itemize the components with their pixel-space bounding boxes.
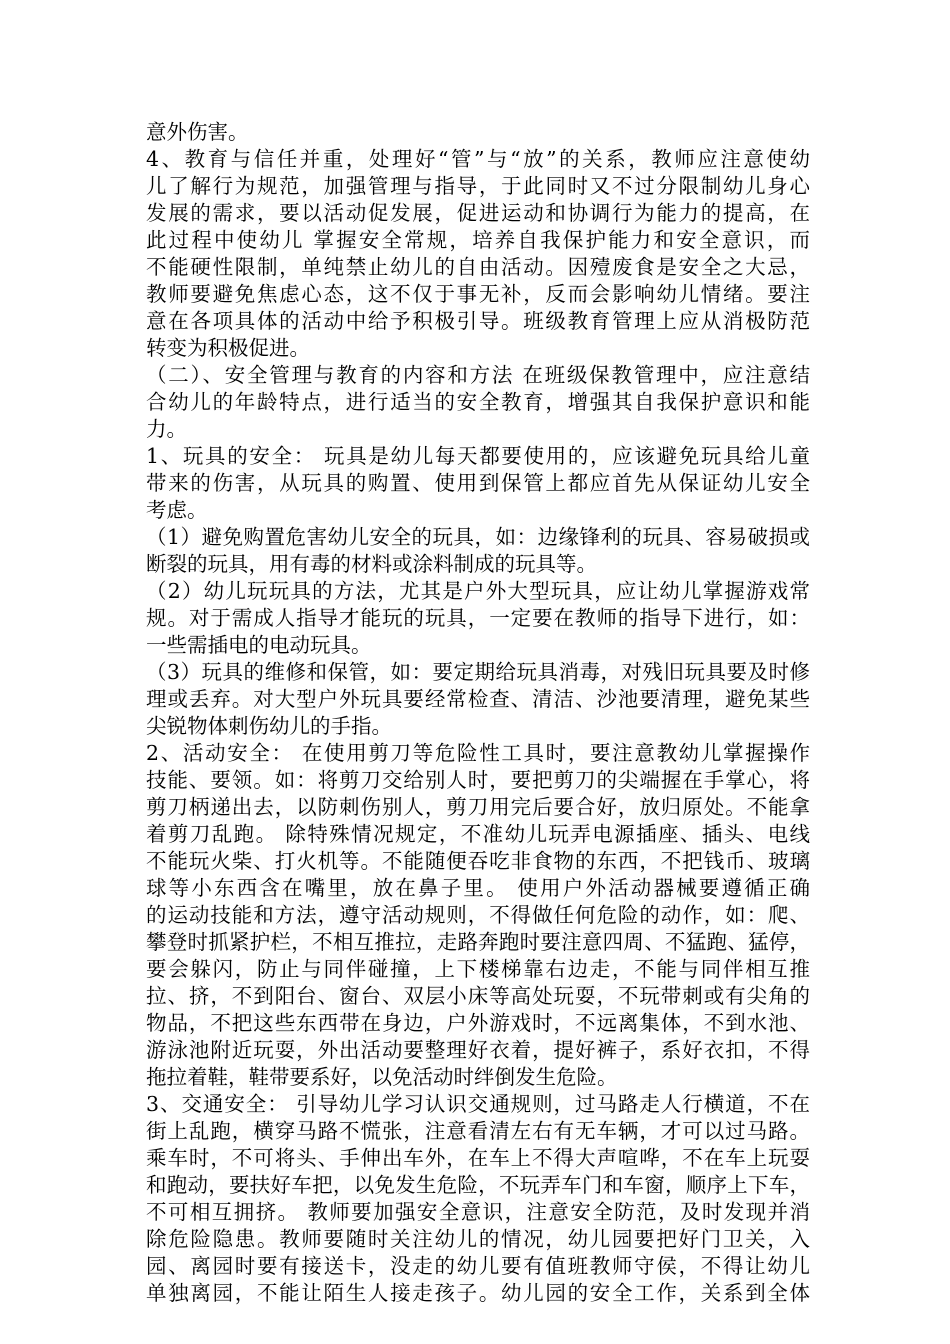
text-line: 技能、要领。如：将剪刀交给别人时，要把剪刀的尖端握在手掌心，将: [146, 768, 810, 792]
text-line: 合幼儿的年龄特点，进行适当的安全教育，增强其自我保护意识和能: [146, 390, 810, 414]
text-line: 带来的伤害，从玩具的购置、使用到保管上都应首先从保证幼儿安全: [146, 471, 810, 495]
text-line: 不可相互拥挤。 教师要加强安全意识，注意安全防范，及时发现并消: [146, 1200, 810, 1224]
text-line: 儿了解行为规范，加强管理与指导，于此同时又不过分限制幼儿身心: [146, 174, 810, 198]
text-line: 着剪刀乱跑。 除特殊情况规定，不准幼儿玩弄电源插座、插头、电线: [146, 822, 810, 846]
text-line: 断裂的玩具，用有毒的材料或涂料制成的玩具等。: [146, 552, 597, 576]
text-line: 教师要避免焦虑心态，这不仅于事无补，反而会影响幼儿情绪。要注: [146, 282, 810, 306]
text-line: 物品，不把这些东西带在身边，户外游戏时，不远离集体，不到水池、: [146, 1011, 810, 1035]
text-line: 2、活动安全： 在使用剪刀等危险性工具时，要注意教幼儿掌握操作: [146, 741, 810, 765]
text-line: 除危险隐患。教师要随时关注幼儿的情况，幼儿园要把好门卫关，入: [146, 1227, 810, 1251]
text-line: 此过程中使幼儿 掌握安全常规，培养自我保护能力和安全意识，而: [146, 228, 810, 252]
text-line: 不能硬性限制，单纯禁止幼儿的自由活动。因殪废食是安全之大忌，: [146, 255, 810, 279]
text-line: 剪刀柄递出去，以防刺伤别人，剪刀用完后要合好，放归原处。不能拿: [146, 795, 810, 819]
text-line: 发展的需求，要以活动促发展，促进运动和协调行为能力的提高，在: [146, 201, 810, 225]
text-line: 拖拉着鞋，鞋带要系好，以免活动时绊倒发生危险。: [146, 1065, 618, 1089]
text-line: 球等小东西含在嘴里，放在鼻子里。 使用户外活动器械要遵循正确: [146, 876, 810, 900]
text-line: 1、玩具的安全： 玩具是幼儿每天都要使用的，应该避免玩具给儿童: [146, 444, 810, 468]
text-line: 要会躲闪，防止与同伴碰撞，上下楼梯靠右边走，不能与同伴相互推: [146, 957, 810, 981]
text-line: 3、交通安全： 引导幼儿学习认识交通规则，过马路走人行横道，不在: [146, 1092, 810, 1116]
text-line: 4、教育与信任并重，处理好“管”与“放”的关系，教师应注意使幼: [146, 147, 810, 171]
text-line: （3）玩具的维修和保管，如：要定期给玩具消毒，对残旧玩具要及时修: [146, 660, 810, 684]
text-line: 单独离园，不能让陌生人接走孩子。幼儿园的安全工作，关系到全体: [146, 1281, 810, 1305]
text-line: 街上乱跑，横穿马路不慌张，注意看清左右有无车辆，才可以过马路。: [146, 1119, 810, 1143]
text-line: 力。: [146, 417, 187, 441]
text-line: 考虑。: [146, 498, 208, 522]
text-line: 拉、挤，不到阳台、窗台、双层小床等高处玩耍，不玩带刺或有尖角的: [146, 984, 810, 1008]
text-line: 的运动技能和方法，遵守活动规则，不得做任何危险的动作，如：爬、: [146, 903, 810, 927]
text-line: 尖锐物体刺伤幼儿的手指。: [146, 714, 392, 738]
text-line: 意外伤害。: [146, 120, 249, 144]
text-line: 理或丢弃。对大型户外玩具要经常检查、清洁、沙池要清理，避免某些: [146, 687, 810, 711]
text-line: 和跑动，要扶好车把，以免发生危险，不玩弄车门和车窗，顺序上下车，: [146, 1173, 810, 1197]
text-line: 攀登时抓紧护栏，不相互推拉，走路奔跑时要注意四周、不猛跑、猛停，: [146, 930, 810, 954]
text-line: （二）、安全管理与教育的内容和方法 在班级保教管理中，应注意结: [146, 363, 810, 387]
text-line: 不能玩火柴、打火机等。不能随便吞吃非食物的东西，不把钱币、玻璃: [146, 849, 810, 873]
text-line: 乘车时，不可将头、手伸出车外，在车上不得大声喧哗，不在车上玩耍: [146, 1146, 810, 1170]
document-body: [146, 119, 810, 1307]
text-line: 规。对于需成人指导才能玩的玩具，一定要在教师的指导下进行，如：: [146, 606, 810, 630]
text-line: 转变为积极促进。: [146, 336, 310, 360]
text-line: 游泳池附近玩耍，外出活动要整理好衣着，提好裤子，系好衣扣，不得: [146, 1038, 810, 1062]
text-line: 意在各项具体的活动中给予积极引导。班级教育管理上应从消极防范: [146, 309, 810, 333]
text-line: 一些需插电的电动玩具。: [146, 633, 372, 657]
text-line: （1）避免购置危害幼儿安全的玩具，如：边缘锋利的玩具、容易破损或: [146, 525, 810, 549]
text-line: 园、离园时要有接送卡，没走的幼儿要有值班教师守侯，不得让幼儿: [146, 1254, 810, 1278]
text-line: （2）幼儿玩玩具的方法，尤其是户外大型玩具，应让幼儿掌握游戏常: [146, 579, 810, 603]
